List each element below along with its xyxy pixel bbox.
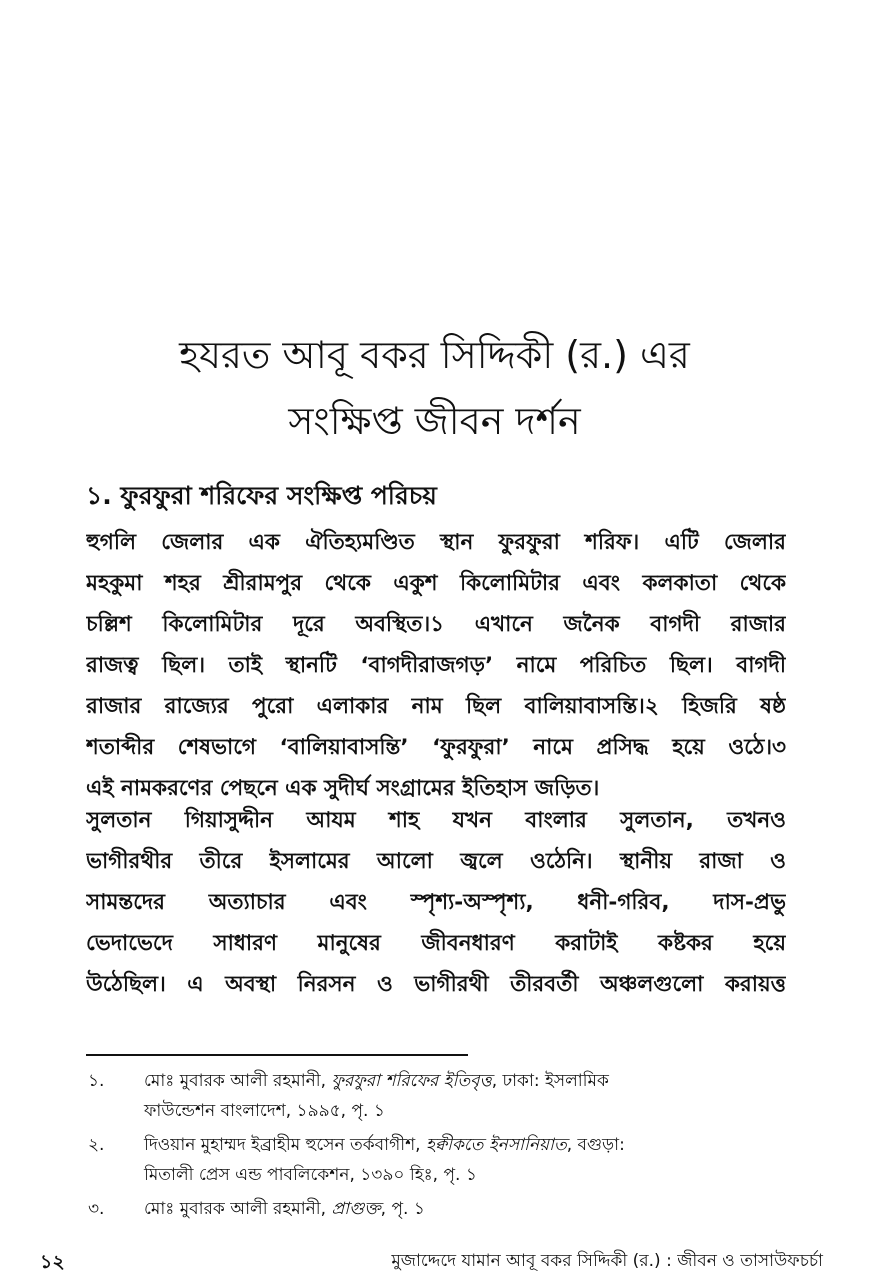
footnote-1: [86, 1066, 786, 1126]
chapter-title-line-1: হযরত আবূ বকর সিদ্দিকী (র.) এর: [179, 333, 690, 377]
footnote-work-title: হক্বীকতে ইনসানিয়াত: [425, 1135, 567, 1155]
paragraph-line: সুলতান গিয়াসুদ্দীন আযম শাহ যখন বাংলার সুলতান, তখনও: [86, 808, 786, 833]
running-head: মুজাদ্দেদে যামান আবূ বকর সিদ্দিকী (র.) : জীবন ও তাসাউফচর্চা: [391, 1251, 823, 1271]
footnote-continuation: ফাউন্ডেশন বাংলাদেশ, ১৯৯৫, পৃ. ১: [144, 1101, 385, 1121]
section-heading: ১. ফুরফুরা শরিফের সংক্ষিপ্ত পরিচয়: [86, 481, 437, 510]
paragraph-line: চল্লিশ কিলোমিটার দূরে অবস্থিত।১ এখানে জনৈক বাগদী রাজার: [86, 612, 786, 637]
footnote-author: মোঃ মুবারক আলী রহমানী,: [144, 1199, 332, 1219]
paragraph-line: উঠেছিল। এ অবস্থা নিরসন ও ভাগীরথী তীরবর্তী অঞ্চলগুলো করায়ত্ত: [86, 972, 786, 997]
paragraph-line: রাজত্ব ছিল। তাই স্থানটি ‘বাগদীরাজগড়’ নামে পরিচিত ছিল। বাগদী: [86, 653, 786, 678]
footnote-publication: , ঢাকা: ইসলামিক: [491, 1071, 609, 1091]
paragraph-line: ভেদাভেদে সাধারণ মানুষের জীবনধারণ করাটাই কষ্টকর হয়ে: [86, 931, 786, 956]
page-number: ১২: [40, 1251, 65, 1273]
footnote-3: [86, 1194, 786, 1224]
footnote-number: ৩.: [88, 1199, 105, 1219]
paragraph-2: [86, 800, 786, 1005]
footnote-divider: [86, 1054, 468, 1056]
paragraph-line: শতাব্দীর শেষভাগে ‘বালিয়াবাসন্তি’ ‘ফুরফুরা’ নামে প্রসিদ্ধ হয়ে ওঠে।৩: [86, 735, 786, 760]
paragraph-line: হুগলি জেলার এক ঐতিহ্যমণ্ডিত স্থান ফুরফুরা শরিফ। এটি জেলার: [86, 530, 786, 555]
footnote-2: [86, 1130, 786, 1190]
footnote-author: দিওয়ান মুহাম্মদ ইব্রাহীম হুসেন তর্কবাগীশ,: [144, 1135, 426, 1155]
footnote-number: ২.: [88, 1135, 105, 1155]
paragraph-line: মহকুমা শহর শ্রীরামপুর থেকে একুশ কিলোমিটার এবং কলকাতা থেকে: [86, 571, 786, 596]
chapter-title-line-2: সংক্ষিপ্ত জীবন দর্শন: [288, 399, 581, 443]
footnote-work-title: ফুরফুরা শরিফের ইতিবৃত্ত: [331, 1071, 492, 1091]
chapter-title: [0, 322, 869, 454]
paragraph-line: রাজার রাজ্যের পুরো এলাকার নাম ছিল বালিয়াবাসন্তি।২ হিজরি ষষ্ঠ: [86, 694, 786, 719]
footnote-publication: , বগুড়া:: [566, 1135, 625, 1155]
footnote-publication: , পৃ. ১: [380, 1199, 425, 1219]
footnote-work-title: প্রাগুক্ত: [331, 1199, 381, 1219]
footnote-number: ১.: [88, 1071, 105, 1091]
paragraph-line: ভাগীরথীর তীরে ইসলামের আলো জ্বলে ওঠেনি। স্থানীয় রাজা ও: [86, 849, 786, 874]
paragraph-line: এই নামকরণের পেছনে এক সুদীর্ঘ সংগ্রামের ইতিহাস জড়িত।: [86, 776, 600, 801]
footnote-author: মোঃ মুবারক আলী রহমানী,: [144, 1071, 332, 1091]
paragraph-1: [86, 522, 786, 809]
paragraph-line: সামন্তদের অত্যাচার এবং স্পৃশ্য-অস্পৃশ্য, ধনী-গরিব, দাস-প্রভু: [86, 890, 786, 915]
footnote-continuation: মিতালী প্রেস এন্ড পাবলিকেশন, ১৩৯০ হিঃ, পৃ. ১: [144, 1165, 477, 1185]
footnotes: [86, 1066, 786, 1228]
